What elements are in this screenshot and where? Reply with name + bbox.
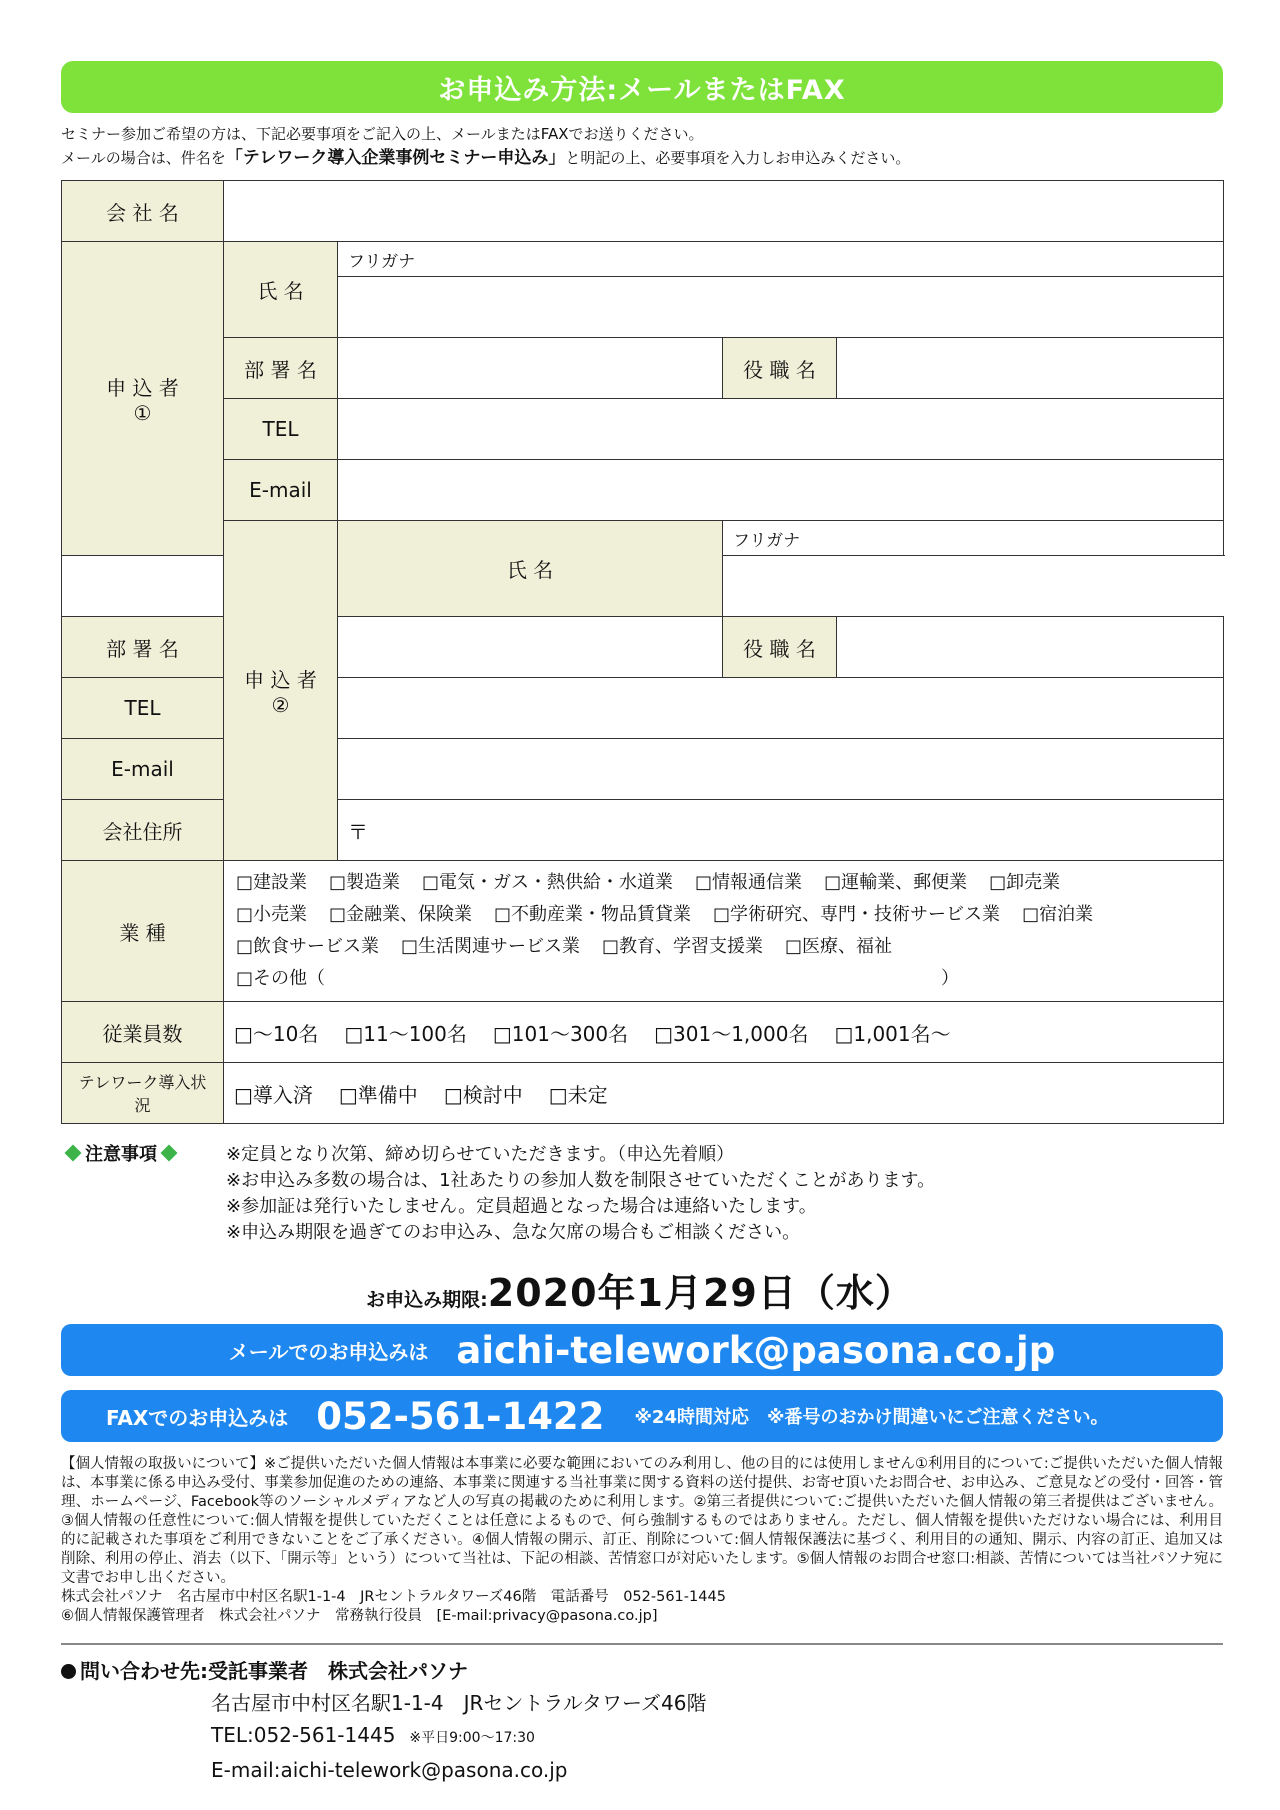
industry-other-close: ） — [941, 968, 959, 989]
fax-label: FAXでのお申込みは — [106, 1405, 289, 1430]
applicant1-email-label: E-mail — [224, 460, 338, 521]
contact-email[interactable]: E-mail:aichi-telework@pasona.co.jp — [211, 1758, 568, 1782]
industry-checkbox[interactable]: □不動産業・物品賃貸業 — [494, 904, 692, 925]
industry-checkbox[interactable]: □学術研究、専門・技術サービス業 — [713, 904, 1001, 925]
notes-heading — [61, 1142, 221, 1168]
intro-line-1: セミナー参加ご希望の方は、下記必要事項をご記入の上、メールまたはFAXでお送りください。 — [61, 125, 704, 143]
telework-checkbox[interactable]: □未定 — [548, 1082, 608, 1107]
employees-row — [62, 1002, 1224, 1063]
method-banner — [61, 61, 1223, 113]
telework-checkbox[interactable]: □検討中 — [443, 1082, 523, 1107]
privacy-manager: ⑥個人情報保護管理者 株式会社パソナ 常務執行役員 [E-mail:privacy@pasona.co.jp] — [61, 1608, 658, 1624]
applicant1-label-text: 申 込 者 — [106, 376, 179, 400]
intro-subject: 「テレワーク導入企業事例セミナー申込み」 — [225, 148, 566, 168]
industry-checkbox[interactable]: □製造業 — [329, 872, 401, 893]
applicant1-number: ① — [133, 401, 152, 425]
applicant1-tel-label: TEL — [224, 399, 338, 460]
address-field[interactable]: 〒 — [338, 800, 1224, 861]
bullet-icon — [61, 1664, 76, 1679]
mail-label: メールでのお申込みは — [228, 1339, 429, 1364]
applicant1-label — [62, 242, 224, 556]
deadline-label: お申込み期限: — [366, 1289, 488, 1311]
applicant2-furigana-row — [62, 521, 1224, 556]
applicant1-department-field[interactable] — [338, 338, 723, 399]
intro-line-2 — [61, 146, 910, 170]
application-form — [61, 180, 1224, 1124]
industry-checkbox[interactable]: □建設業 — [236, 872, 308, 893]
contact-tel: TEL:052-561-1445 — [211, 1723, 396, 1747]
privacy-company: 株式会社パソナ 名古屋市中村区名駅1-1-4 JRセントラルタワーズ46階 電話番号 052-561-1445 — [61, 1589, 726, 1605]
applicant1-name-field[interactable] — [338, 277, 1224, 338]
employees-checkbox[interactable]: □301～1,000名 — [654, 1021, 809, 1046]
intro-text — [61, 122, 910, 170]
industry-checkbox[interactable]: □教育、学習支援業 — [602, 936, 764, 957]
applicant1-department-label: 部 署 名 — [224, 338, 338, 399]
applicant2-email-field[interactable] — [338, 739, 1224, 800]
applicant2-tel-label: TEL — [62, 678, 224, 739]
fax-number: 052-561-1422 — [316, 1394, 605, 1438]
company-row — [62, 181, 1224, 242]
applicant2-position-field[interactable] — [837, 617, 1224, 678]
employees-checkbox[interactable]: □11～100名 — [344, 1021, 467, 1046]
note-item: ※申込み期限を過ぎてのお申込み、急な欠席の場合もご相談ください。 — [226, 1222, 801, 1243]
industry-checkbox[interactable]: □情報通信業 — [695, 872, 803, 893]
contact-section — [61, 1655, 706, 1786]
contact-hours: ※平日9:00～17:30 — [409, 1730, 535, 1746]
industry-other-checkbox[interactable]: □その他（ — [236, 968, 326, 989]
telework-checkbox[interactable]: □導入済 — [234, 1082, 313, 1107]
deadline — [0, 1262, 1280, 1317]
industry-checkbox[interactable]: □電気・ガス・熱供給・水道業 — [422, 872, 674, 893]
mail-banner — [61, 1324, 1223, 1376]
notes-list — [226, 1142, 1126, 1246]
applicant2-name-label: 氏 名 — [338, 521, 723, 617]
privacy-policy — [61, 1455, 1223, 1626]
contact-title: 問い合わせ先:受託事業者 株式会社パソナ — [80, 1659, 468, 1683]
telework-checkbox[interactable]: □準備中 — [338, 1082, 418, 1107]
applicant1-email-field[interactable] — [338, 460, 1224, 521]
employees-options — [224, 1002, 1224, 1063]
applicant2-position-label: 役 職 名 — [723, 617, 837, 678]
industry-row-1 — [236, 867, 1211, 899]
industry-row — [62, 861, 1224, 1002]
industry-checkbox[interactable]: □医療、福祉 — [785, 936, 893, 957]
applicant1-position-field[interactable] — [837, 338, 1224, 399]
diamond-icon — [65, 1145, 82, 1162]
industry-row-4 — [236, 963, 1211, 995]
telework-label: テレワーク導入状況 — [62, 1063, 224, 1124]
fax-banner — [61, 1390, 1223, 1442]
applicant2-department-label: 部 署 名 — [62, 617, 224, 678]
deadline-date: 2020年1月29日（水） — [487, 1271, 914, 1315]
divider — [61, 1643, 1223, 1645]
applicant2-number: ② — [271, 693, 290, 717]
applicant1-position-label: 役 職 名 — [723, 338, 837, 399]
notes-title: 注意事項 — [85, 1144, 157, 1165]
contact-heading — [61, 1655, 706, 1687]
applicant1-furigana-field[interactable]: フリガナ — [338, 242, 1224, 277]
note-item: ※お申込み多数の場合は、1社あたりの参加人数を制限させていただくことがあります。 — [226, 1170, 936, 1191]
contact-address: 名古屋市中村区名駅1-1-4 JRセントラルタワーズ46階 — [211, 1691, 707, 1715]
industry-checkbox[interactable]: □小売業 — [236, 904, 308, 925]
applicant1-name-label: 氏 名 — [224, 242, 338, 338]
applicant2-furigana-field[interactable]: フリガナ — [723, 521, 1224, 556]
industry-options — [224, 861, 1224, 1002]
note-item: ※定員となり次第、締め切らせていただきます。（申込先着順） — [226, 1144, 735, 1165]
industry-checkbox[interactable]: □飲食サービス業 — [236, 936, 380, 957]
company-label: 会 社 名 — [62, 181, 224, 242]
industry-checkbox[interactable]: □卸売業 — [989, 872, 1061, 893]
industry-row-2 — [236, 899, 1211, 931]
applicant1-furigana-row — [62, 242, 1224, 277]
intro-line-2-post: と明記の上、必要事項を入力しお申込みください。 — [565, 149, 911, 167]
employees-checkbox[interactable]: □101～300名 — [492, 1021, 629, 1046]
employees-checkbox[interactable]: □1,001名～ — [834, 1021, 951, 1046]
applicant2-email-label: E-mail — [62, 739, 224, 800]
note-item: ※参加証は発行いたしません。定員超過となった場合は連絡いたします。 — [226, 1196, 817, 1217]
industry-label: 業 種 — [62, 861, 224, 1002]
applicant2-name-field[interactable] — [62, 556, 723, 617]
industry-checkbox[interactable]: □宿泊業 — [1022, 904, 1094, 925]
industry-row-3 — [236, 931, 1211, 963]
applicant2-department-field[interactable] — [338, 617, 723, 678]
address-label: 会社住所 — [62, 800, 224, 861]
intro-line-2-pre: メールの場合は、件名を — [61, 149, 226, 167]
method-title: お申込み方法:メールまたはFAX — [438, 74, 846, 106]
contact-tel-line — [211, 1719, 706, 1754]
applicant2-label-text: 申 込 者 — [244, 668, 317, 692]
industry-checkbox[interactable]: □金融業、保険業 — [329, 904, 473, 925]
mail-address-link[interactable]: aichi-telework@pasona.co.jp — [456, 1328, 1056, 1372]
applicant2-tel-field[interactable] — [338, 678, 1224, 739]
company-field[interactable] — [224, 181, 1224, 242]
industry-checkbox[interactable]: □運輸業、郵便業 — [824, 872, 968, 893]
privacy-body: 【個人情報の取扱いについて】※ご提供いただいた個人情報は本事業に必要な範囲においてのみ利用し、他の目的には使用しません①利用目的について:ご提供いただいた個人情報は、本事業に係る申込み受付、事業参加促進のための連絡、本事業に関連する当社事業に関する資料の送付提供、お寄せ頂いたお問合せ、お申込み、ご意見などの受付・回答・管理、ホームページ、Facebook等のソーシャルメディアなど人の写真の掲載のために利用します。②第三者提供について:ご提供いただいた個人情報の第三者提供はございません。③個人情報の任意性について:個人情報を提供していただくことは任意によるもので、何ら強制するものではありません。ただし、個人情報を提供いただけない場合には、利用目的に記載された事項をご利用できないことをご了承ください。④個人情報の開示、訂正、削除について:個人情報保護法に基づく、利用目的の通知、開示、内容の訂正、追加又は削除、利用の停止、消去（以下、「開示等」という）について当社は、下記の相談、苦情窓口が対応いたします。⑤個人情報のお問合せ窓口:相談、苦情については当社パソナ宛に文書でお申し出ください。 — [61, 1456, 1223, 1586]
industry-checkbox[interactable]: □生活関連サービス業 — [401, 936, 581, 957]
telework-options — [224, 1063, 1224, 1124]
employees-checkbox[interactable]: □～10名 — [234, 1021, 319, 1046]
employees-label: 従業員数 — [62, 1002, 224, 1063]
applicant1-tel-field[interactable] — [338, 399, 1224, 460]
diamond-icon — [161, 1145, 178, 1162]
fax-note: ※24時間対応 ※番号のおかけ間違いにご注意ください。 — [634, 1407, 1109, 1428]
telework-row — [62, 1063, 1224, 1124]
